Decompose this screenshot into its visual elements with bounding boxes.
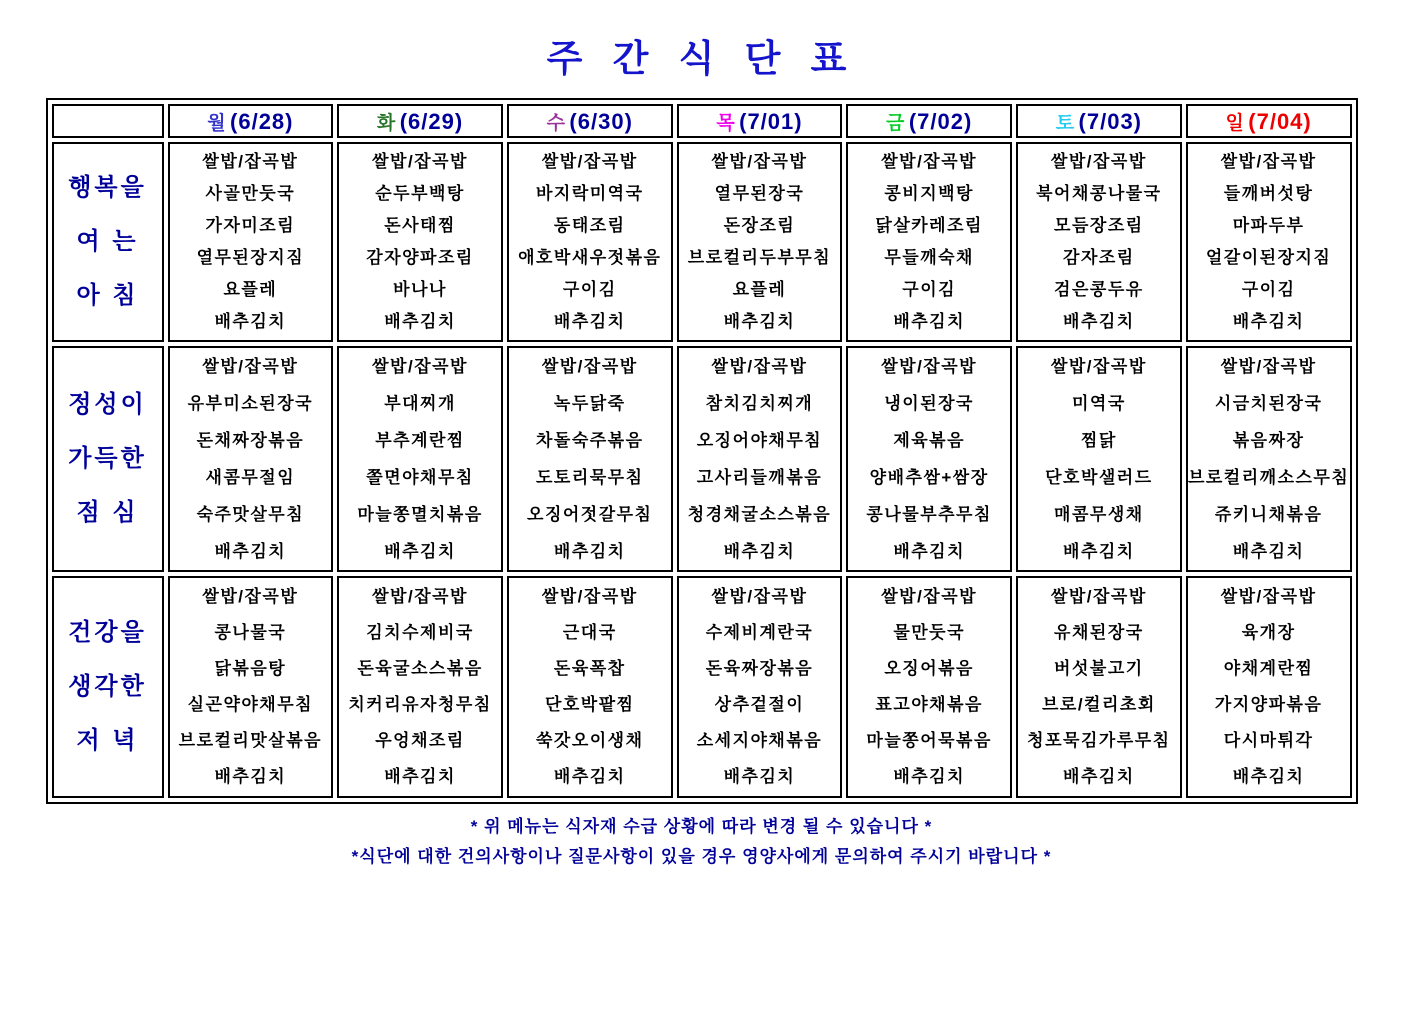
menu-item: 상추겉절이 [714,695,805,714]
menu-item: 마늘쫑멸치볶음 [357,505,483,524]
menu-item: 쌀밥/잡곡밥 [1220,587,1317,606]
menu-item: 브로컬리맛살볶음 [178,731,323,750]
menu-item: 청포묵김가루무침 [1027,731,1171,750]
menu-cell-meal1-day3 [507,142,673,342]
menu-item: 들깨버섯탕 [1223,184,1314,203]
menu-item: 콩나물부추무침 [866,505,992,524]
menu-item: 쌀밥/잡곡밥 [1220,152,1317,171]
menu-item: 돈육굴소스볶음 [357,659,483,678]
menu-item: 브로컬리깨소스무침 [1187,468,1350,487]
menu-cell-meal2-day6 [1016,346,1182,572]
menu-item: 배추김치 [1232,767,1305,786]
menu-item: 도토리묵무침 [535,468,644,487]
day-char: 목 [716,112,735,134]
menu-item: 유부미소된장국 [187,394,314,413]
menu-item: 배추김치 [1063,542,1135,561]
day-char: 금 [886,112,905,134]
menu-item: 배추김치 [893,542,966,561]
menu-item: 마늘쫑어묵볶음 [866,731,992,750]
menu-item: 돈육폭찹 [553,659,626,678]
menu-item: 차돌숙주볶음 [535,431,644,450]
page-title: 주 간 식 단 표 [546,38,857,79]
day-char: 월 [207,112,226,134]
day-date: (7/01) [739,108,803,134]
menu-cell-meal1-day5 [846,142,1012,342]
day-header-1 [168,104,334,138]
menu-item: 근대국 [562,623,617,642]
menu-item: 배추김치 [553,767,626,786]
footer-notes [0,812,1403,872]
menu-item: 버섯불고기 [1054,659,1144,678]
menu-item: 쌀밥/잡곡밥 [202,357,299,376]
menu-item: 쑥갓오이생채 [535,731,644,750]
menu-item: 단호박샐러드 [1045,468,1153,487]
menu-item: 무들깨숙채 [884,248,974,267]
menu-item: 배추김치 [723,542,796,561]
menu-item: 육개장 [1241,623,1296,642]
menu-item: 쌀밥/잡곡밥 [1220,357,1317,376]
menu-item: 배추김치 [893,767,966,786]
menu-item: 냉이된장국 [884,394,974,413]
menu-item: 열무된장지짐 [196,248,305,267]
menu-item: 가자미조림 [205,216,296,235]
menu-item: 배추김치 [553,542,626,561]
menu-cell-meal2-day7 [1186,346,1352,572]
menu-item: 찜닭 [1080,431,1117,450]
meal-label: 행복을 여 는 아 침 [52,142,164,342]
day-char: 수 [546,112,565,134]
menu-item: 요플레 [732,280,787,299]
meal-row-2 [52,346,1352,572]
menu-item: 구이김 [1241,280,1296,299]
day-date: (7/03) [1078,108,1143,134]
day-header-6 [1016,104,1182,138]
day-date: (6/28) [230,108,294,134]
menu-item: 쌀밥/잡곡밥 [541,587,638,606]
menu-cell-meal3-day4 [677,576,843,798]
menu-item: 미역국 [1071,394,1126,413]
menu-cell-meal3-day6 [1016,576,1182,798]
menu-item: 배추김치 [384,542,456,561]
menu-item: 쌀밥/잡곡밥 [711,587,808,606]
meal-label: 정성이 가득한 점 심 [52,346,164,572]
menu-item: 쌀밥/잡곡밥 [1050,587,1147,606]
menu-item: 쌀밥/잡곡밥 [372,152,468,171]
menu-item: 실곤약야채무침 [187,695,314,714]
menu-item: 요플레 [223,280,278,299]
menu-item: 배추김치 [723,767,796,786]
menu-cell-meal1-day2 [337,142,503,342]
menu-item: 배추김치 [553,312,626,331]
menu-item: 감자조림 [1063,248,1135,267]
menu-item: 다시마튀각 [1223,731,1314,750]
menu-item: 닭살카레조림 [875,216,983,235]
menu-item: 배추김치 [1232,542,1305,561]
menu-item: 구이김 [902,280,957,299]
menu-item: 쌀밥/잡곡밥 [1050,357,1147,376]
menu-item: 닭볶음탕 [214,659,287,678]
menu-item: 가지양파볶음 [1214,695,1323,714]
menu-cell-meal2-day1 [168,346,334,572]
menu-item: 배추김치 [214,767,287,786]
menu-item: 쌀밥/잡곡밥 [881,152,978,171]
menu-cell-meal3-day2 [337,576,503,798]
menu-item: 브로컬리두부무침 [687,248,832,267]
menu-item: 애호박새우젓볶음 [518,248,662,267]
menu-item: 부추계란찜 [375,431,465,450]
day-header-5 [846,104,1012,138]
day-header-3 [507,104,673,138]
day-char: 화 [376,112,396,134]
menu-item: 열무된장국 [714,184,805,203]
menu-item: 쥬키니채볶음 [1214,505,1323,524]
menu-cell-meal3-day5 [846,576,1012,798]
menu-cell-meal3-day3 [507,576,673,798]
menu-item: 숙주맛살무침 [196,505,305,524]
day-date: (6/29) [399,108,464,134]
menu-item: 녹두닭죽 [553,394,626,413]
menu-item: 배추김치 [214,542,287,561]
menu-item: 쌀밥/잡곡밥 [372,357,468,376]
menu-item: 쌀밥/잡곡밥 [1050,152,1147,171]
menu-item: 브로/컬리초회 [1041,695,1156,714]
menu-cell-meal1-day4 [677,142,843,342]
menu-item: 배추김치 [384,312,456,331]
menu-item: 시금치된장국 [1214,394,1323,413]
day-char: 일 [1225,112,1244,134]
menu-item: 돈사태찜 [384,216,456,235]
menu-item: 돈채짜장볶음 [196,431,305,450]
menu-item: 쌀밥/잡곡밥 [202,587,299,606]
day-header-row [52,104,1352,138]
day-date: (7/02) [908,108,973,134]
menu-item: 참치김치찌개 [705,394,814,413]
menu-cell-meal3-day1 [168,576,334,798]
menu-item: 쌀밥/잡곡밥 [541,152,638,171]
corner-cell [52,104,164,138]
menu-item: 새콤무절임 [205,468,296,487]
day-header-7 [1186,104,1352,138]
menu-item: 돈장조림 [723,216,796,235]
menu-cell-meal2-day5 [846,346,1012,572]
menu-item: 수제비계란국 [705,623,814,642]
menu-item: 마파두부 [1232,216,1305,235]
day-date: (6/30) [569,108,633,134]
menu-item: 김치수제비국 [366,623,474,642]
menu-item: 모듬장조림 [1054,216,1144,235]
menu-item: 쌀밥/잡곡밥 [711,357,808,376]
menu-item: 얼갈이된장지짐 [1205,248,1332,267]
menu-item: 배추김치 [214,312,287,331]
menu-item: 배추김치 [384,767,456,786]
menu-item: 표고야채볶음 [875,695,983,714]
menu-item: 콩나물국 [214,623,287,642]
menu-item: 쌀밥/잡곡밥 [372,587,468,606]
meal-row-1 [52,142,1352,342]
menu-item: 양배추쌈+쌈장 [869,468,989,487]
menu-item: 치커리유자청무침 [348,695,492,714]
menu-item: 순두부백탕 [375,184,465,203]
menu-item: 매콤무생채 [1054,505,1144,524]
menu-item: 고사리들깨볶음 [696,468,823,487]
menu-item: 부대찌개 [384,394,456,413]
menu-item: 배추김치 [1063,312,1135,331]
menu-item: 사골만둣국 [205,184,296,203]
menu-item: 오징어젓갈무침 [527,505,653,524]
menu-cell-meal1-day6 [1016,142,1182,342]
menu-item: 야채계란찜 [1223,659,1314,678]
menu-item: 청경채굴소스볶음 [687,505,832,524]
menu-item: 우엉채조림 [375,731,465,750]
menu-item: 배추김치 [1063,767,1135,786]
menu-item: 동태조림 [553,216,626,235]
menu-item: 오징어야채무침 [696,431,823,450]
menu-item: 바지락미역국 [535,184,644,203]
day-char: 토 [1055,112,1075,134]
menu-item: 바나나 [393,280,447,299]
meal-row-3 [52,576,1352,798]
menu-item: 쫄면야채무침 [366,468,474,487]
menu-item: 구이김 [562,280,617,299]
menu-item: 콩비지백탕 [884,184,974,203]
menu-item: 배추김치 [1232,312,1305,331]
menu-item: 유채된장국 [1054,623,1144,642]
menu-cell-meal2-day4 [677,346,843,572]
menu-cell-meal2-day2 [337,346,503,572]
menu-item: 배추김치 [723,312,796,331]
menu-item: 쌀밥/잡곡밥 [881,587,978,606]
menu-item: 검은콩두유 [1054,280,1144,299]
menu-item: 오징어볶음 [884,659,974,678]
day-date: (7/04) [1248,108,1312,134]
menu-item: 쌀밥/잡곡밥 [711,152,808,171]
meal-label: 건강을 생각한 저 녁 [52,576,164,798]
menu-item: 북어채콩나물국 [1036,184,1162,203]
menu-cell-meal3-day7 [1186,576,1352,798]
footer-note-1: * 위 메뉴는 식자재 수급 상황에 따라 변경 될 수 있습니다 * [470,817,933,836]
menu-item: 돈육짜장볶음 [705,659,814,678]
menu-item: 쌀밥/잡곡밥 [541,357,638,376]
menu-item: 제육볶음 [893,431,966,450]
menu-cell-meal1-day1 [168,142,334,342]
menu-cell-meal1-day7 [1186,142,1352,342]
menu-item: 단호박팥찜 [544,695,635,714]
menu-item: 감자양파조림 [366,248,474,267]
menu-item: 배추김치 [893,312,966,331]
footer-note-2: *식단에 대한 건의사항이나 질문사항이 있을 경우 영양사에게 문의하여 주시기 바랍니다 * [351,847,1052,866]
menu-cell-meal2-day3 [507,346,673,572]
day-header-2 [337,104,503,138]
weekly-menu-table [46,98,1358,804]
menu-item: 쌀밥/잡곡밥 [202,152,299,171]
day-header-4 [677,104,843,138]
menu-item: 쌀밥/잡곡밥 [881,357,978,376]
menu-item: 물만둣국 [893,623,966,642]
menu-item: 볶음짜장 [1232,431,1305,450]
menu-item: 소세지야채볶음 [696,731,823,750]
